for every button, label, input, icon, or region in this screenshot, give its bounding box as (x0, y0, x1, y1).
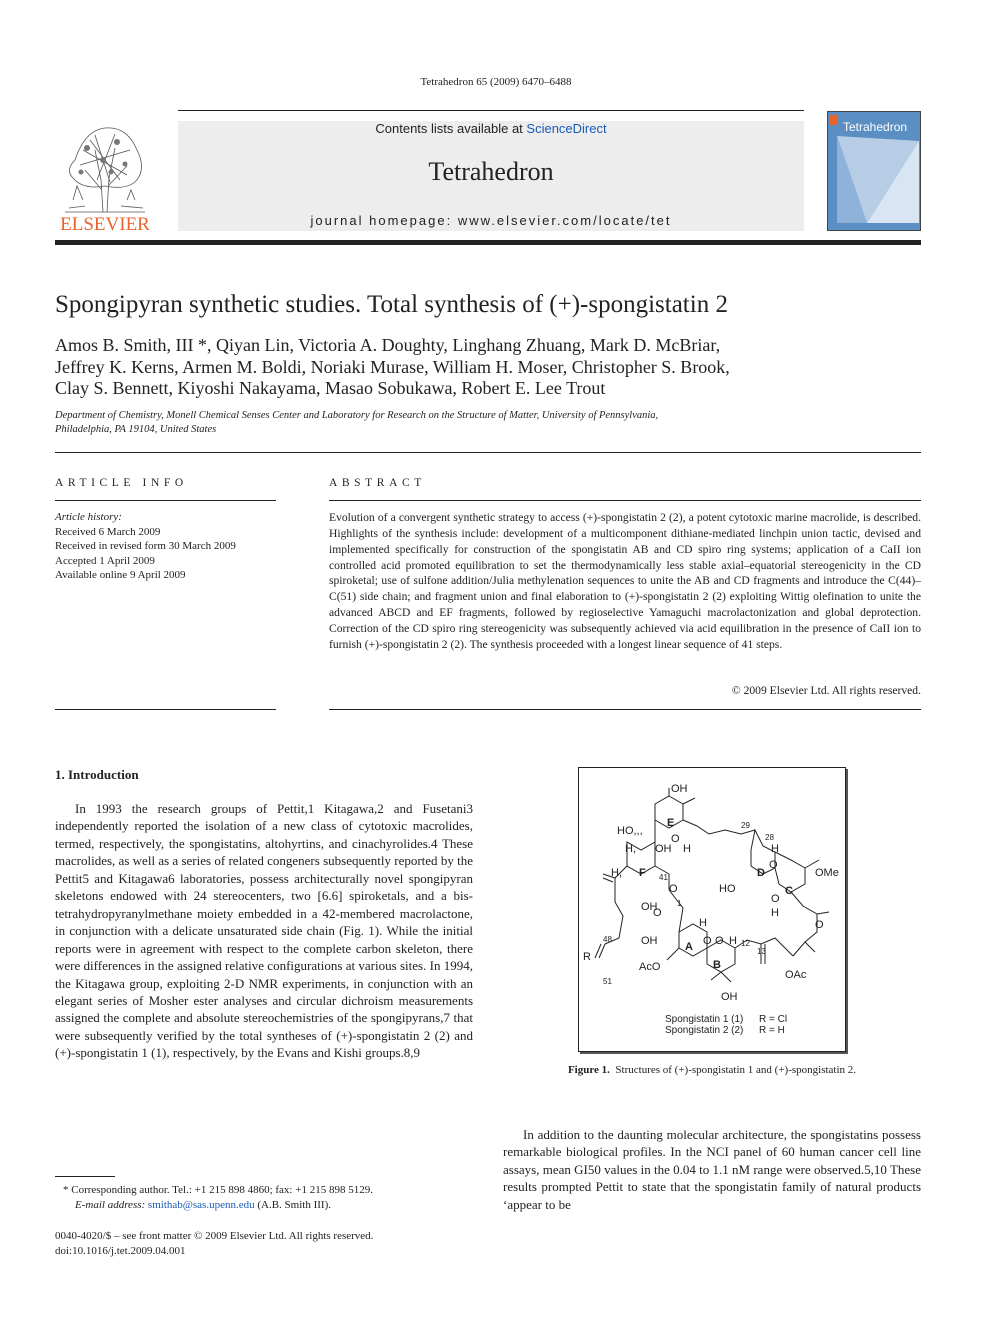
author-line: Clay S. Bennett, Kiyoshi Nakayama, Masao Sobukawa, Robert E. Lee Trout (55, 378, 606, 398)
sciencedirect-link[interactable]: ScienceDirect (526, 121, 607, 136)
structure-label: H, (625, 843, 636, 855)
figure-1-caption (503, 1064, 921, 1076)
structure-label: HO,,, (617, 825, 643, 837)
article-info-heading: ARTICLE INFO (55, 477, 188, 489)
structure-label: OH (641, 901, 658, 913)
affiliation (55, 409, 658, 437)
structure-label: O (771, 893, 780, 905)
ring-label-a: A (685, 941, 693, 953)
contents-line (178, 121, 804, 136)
structure-label: H (699, 917, 707, 929)
journal-name: Tetrahedron (428, 157, 554, 186)
structure-label: 28 (765, 833, 774, 842)
ring-label-e: E (667, 817, 675, 829)
abstract-rule (329, 500, 921, 501)
history-item: Accepted 1 April 2009 (55, 554, 155, 567)
journal-cover-thumbnail (827, 111, 921, 231)
structure-label: O (653, 907, 662, 919)
doi-line[interactable]: doi:10.1016/j.tet.2009.04.001 (55, 1244, 186, 1257)
cover-title: Tetrahedron (843, 120, 908, 134)
author-line: Amos B. Smith, III *, Qiyan Lin, Victoria A. Doughty, Linghang Zhuang, Mark D. McBriar, (55, 335, 721, 355)
article-title: Spongipyran synthetic studies. Total synthesis of (+)-spongistatin 2 (55, 291, 728, 318)
structure-label: OAc (785, 969, 807, 981)
homepage-link[interactable]: www.elsevier.com/locate/tet (457, 213, 672, 228)
structure-label: O (815, 919, 824, 931)
structure-label: O (669, 883, 678, 895)
front-matter-line: 0040-4020/$ – see front matter © 2009 Elsevier Ltd. All rights reserved. (55, 1230, 374, 1242)
intro-body (55, 800, 473, 1062)
structure-label: H (729, 935, 737, 947)
structure-label: AcO (639, 961, 661, 973)
right-column-text: In addition to the daunting molecular architecture, the spongistatins possess remarkable biological profiles. In the NCI panel of 60 human cancer cell line assays, mean GI50 values in the 0.04 to 1.1 nM range were observed.5,10 These results prompted Pettit to state that the spongistatin family of natural products ‘appear to be (503, 1127, 921, 1212)
author-list (55, 335, 730, 400)
ring-label-d: D (757, 867, 765, 879)
structure-label: H (683, 843, 691, 855)
ring-label-b: B (713, 959, 721, 971)
email-suffix: (A.B. Smith III). (254, 1199, 331, 1211)
compound-substituent: R = Cl (759, 1014, 788, 1025)
abstract-bottom-rule (329, 709, 921, 710)
structure-label: H (771, 907, 779, 919)
structure-label: OH (671, 783, 688, 795)
structure-label: 48 (603, 935, 612, 944)
abstract-heading: ABSTRACT (329, 477, 426, 489)
email-link[interactable]: smithab@sas.upenn.edu (147, 1199, 255, 1211)
header-thick-rule (55, 240, 921, 245)
ring-label-c: C (785, 885, 793, 897)
history-label: Article history: (55, 511, 122, 523)
structure-label: 41 (659, 873, 668, 882)
structure-label: H, (611, 867, 622, 879)
ring-label-f: F (639, 867, 646, 879)
structure-label: OH (641, 935, 658, 947)
spongistatin-structure (579, 768, 845, 1051)
history-item: Received in revised form 30 March 2009 (55, 540, 236, 552)
elsevier-tree-logo (55, 120, 155, 235)
front-matter (55, 1229, 373, 1258)
author-line: Jeffrey K. Kerns, Armen M. Boldi, Noriaki Murase, William H. Moser, Christopher S. Brook, (55, 356, 730, 377)
history-item: Available online 9 April 2009 (55, 569, 186, 581)
footnote-line: * Corresponding author. Tel.: +1 215 898 4860; fax: +1 215 898 5129. (63, 1184, 373, 1196)
compound-substituent: R = H (759, 1025, 785, 1036)
structure-label: R (583, 951, 591, 963)
email-label: E-mail address: (75, 1199, 148, 1211)
structure-label: 51 (603, 977, 612, 986)
structure-label: OH (655, 843, 672, 855)
figure-caption-text: Structures of (+)-spongistatin 1 and (+)-spongistatin 2. (615, 1064, 857, 1076)
structure-label: 13 (757, 947, 766, 956)
header-top-rule (178, 110, 804, 111)
compound-name: Spongistatin 2 (2) (665, 1025, 744, 1036)
footnote-rule (55, 1176, 115, 1177)
structure-label: 29 (741, 821, 750, 830)
structure-label: O (715, 935, 724, 947)
journal-reference: Tetrahedron 65 (2009) 6470–6488 (420, 76, 572, 88)
structure-label: HO (719, 883, 736, 895)
abstract-text: Evolution of a convergent synthetic strategy to access (+)-spongistatin 2 (2), a potent cytotoxic marine macrolide, is described. Highlights of the synthesis include: development of a multicomponent dithiane-mediated linchpin union tactic, devised and implemented specifically for construction of the spongistatin AB and CD spiro ring systems; application of a CaII ion controlled acid promoted equilibration to set the thermodynamically less stable axial–equatorial stereogenicity in the CD spiroketal; use of sulfone addition/Julia methylenation sequences to unite the AB and CD fragments and introduce the C(44)–C(51) side chain; and fragment union and final elaboration to (+)-spongistatin 2 (2) exploiting Wittig olefination to unite the advanced ABCD and EF fragments, followed by regioselective Yamaguchi macrolactonization and global deprotection. Correction of the CD spiro ring stereogenicity was subsequently achieved via acid equilibration in the presence of CaII ion to furnish (+)-spongistatin 2 (2). The synthesis proceeded with a longest linear sequence of 41 steps. (329, 511, 921, 651)
structure-label: O (703, 935, 712, 947)
contents-prefix: Contents lists available at (375, 121, 527, 136)
intro-text: In 1993 the research groups of Pettit,1 Kitagawa,2 and Fusetani3 independently reported the isolation of a new class of cytotoxic macrolides, termed, respectively, the spongistatins, altohyrtins, and cinachyrolides.4 These macrolides, as well as a series of related congeners subsequently reported by the Pettit5 and Kitagawa6 laboratories, possess architecturally novel spongipyran skeletons endowed with 24 stereocenters, two [6.6] spiroketals, and a bis-tetrahydropyranylmethane moiety embedded in a 42-membered macrolactone, in conjunction with a delicate unsaturated side chain (Fig. 1). While the initial reports were in agreement with respect to the complete carbon skeleton, there were differences in the assigned relative configurations at various sites. In 1994, the Kitagawa group, exploiting 2-D NMR experiments, in conjunction with an elegant series of Mosher ester analyses and circular dichroism measurements assigned the complete and absolute stereochemistries of the spongipyrans,7 that were subsequently verified by the total syntheses of (+)-spongistatin 2 (2) and (+)-spongistatin 1 (1), respectively, by the Evans and Kishi groups.8,9 (55, 801, 473, 1061)
affiliation-line: Philadelphia, PA 19104, United States (55, 424, 217, 435)
journal-homepage (178, 213, 804, 228)
figure-label: Figure 1. (567, 1064, 610, 1076)
compound-name: Spongistatin 1 (1) (665, 1014, 744, 1025)
structure-label: 12 (741, 939, 750, 948)
abstract-copyright: © 2009 Elsevier Ltd. All rights reserved. (731, 684, 921, 697)
structure-label: OMe (815, 867, 839, 879)
structure-label: O (769, 859, 778, 871)
elsevier-wordmark: ELSEVIER (60, 214, 150, 235)
corresponding-author-footnote (55, 1183, 373, 1213)
history-item: Received 6 March 2009 (55, 525, 161, 538)
right-column-body (503, 1126, 921, 1213)
affiliation-line: Department of Chemistry, Monell Chemical Senses Center and Laboratory for Research on the Structure of Matter, University of Pennsylvania, (55, 410, 659, 421)
intro-heading: 1. Introduction (55, 767, 139, 782)
figure-1-frame (578, 767, 846, 1052)
article-info-rule (55, 500, 276, 501)
title-rule (55, 452, 921, 453)
structure-label: OH (721, 991, 738, 1003)
structure-label: O (671, 833, 680, 845)
structure-label: 1 (677, 899, 682, 908)
homepage-prefix: journal homepage: (310, 213, 458, 228)
structure-label: H (771, 843, 779, 855)
article-history (55, 510, 236, 583)
article-info-bottom-rule (55, 709, 276, 710)
